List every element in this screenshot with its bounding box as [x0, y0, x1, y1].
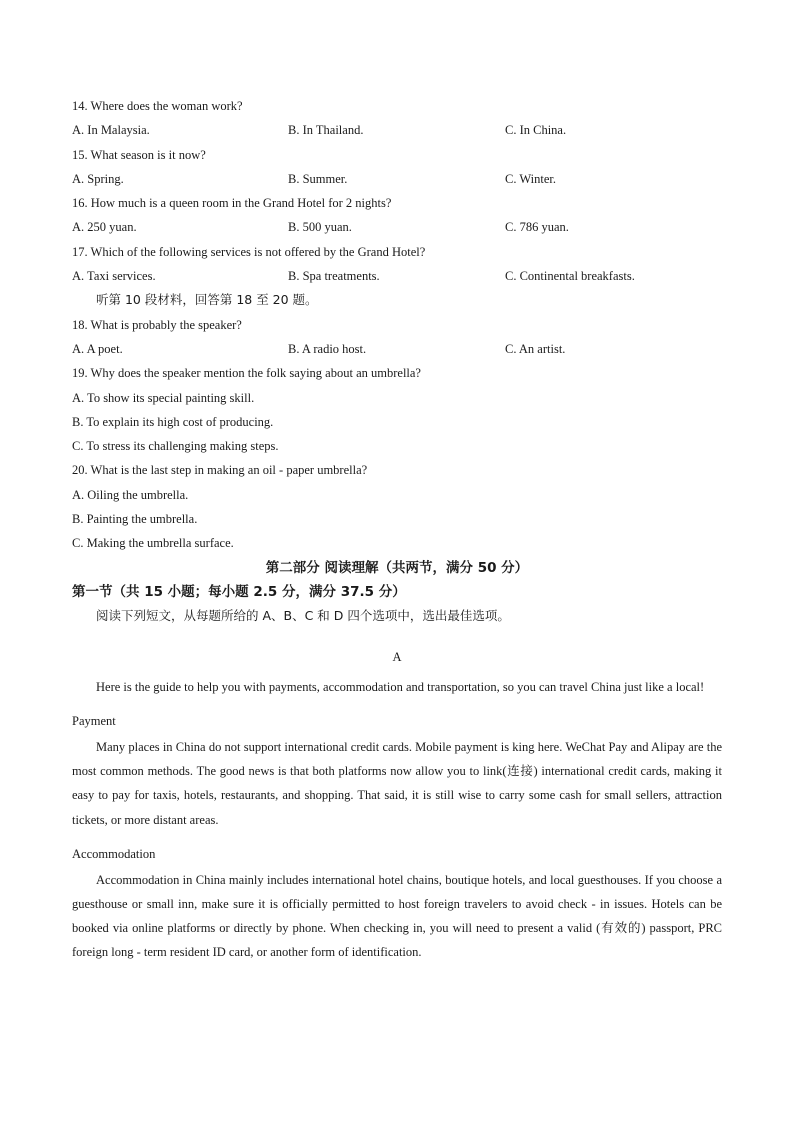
option-a: A. Oiling the umbrella.: [72, 487, 189, 502]
exam-page: [72, 94, 722, 965]
option-c: C. To stress its challenging making steps.: [72, 439, 279, 454]
question-20: 20. What is the last step in making an oil - paper umbrella?: [72, 463, 368, 478]
options-17: [72, 264, 722, 288]
payment-paragraph: Many places in China do not support international credit cards. Mobile payment is king here. WeChat Pay and Alipay are the most common methods. The good news is that both platforms now allow you to link(连接) international credit cards, making it easy to pay for taxis, hotels, restaurants, and shopping. That said, it is still wise to carry some cash for small sellers, attraction tickets, or more distant areas.: [72, 740, 722, 827]
options-18: [72, 337, 722, 361]
option-a: A. Taxi services.: [72, 269, 156, 284]
accommodation-heading: Accommodation: [72, 846, 156, 861]
passage-label: A: [392, 649, 402, 664]
question-18: 18. What is probably the speaker?: [72, 317, 242, 332]
option-c: C. An artist.: [505, 341, 566, 356]
question-19: 19. Why does the speaker mention the folk saying about an umbrella?: [72, 366, 421, 381]
question-16: 16. How much is a queen room in the Grand Hotel for 2 nights?: [72, 196, 392, 211]
question-14: 14. Where does the woman work?: [72, 99, 243, 113]
question-15: 15. What season is it now?: [72, 147, 206, 162]
option-c: C. 786 yuan.: [505, 220, 569, 235]
option-c: C. Continental breakfasts.: [505, 269, 635, 284]
options-15: [72, 167, 722, 191]
passage-intro: Here is the guide to help you with payments, accommodation and transportation, so you can travel China just like a local!: [96, 679, 705, 694]
option-b: B. To explain its high cost of producing.: [72, 414, 274, 429]
option-c: C. Making the umbrella surface.: [72, 536, 234, 551]
option-b: B. In Thailand.: [288, 123, 364, 138]
options-14: [72, 118, 722, 142]
option-b: B. Painting the umbrella.: [72, 512, 198, 527]
option-b: B. A radio host.: [288, 341, 367, 356]
option-b: B. Spa treatments.: [288, 269, 380, 284]
question-17: 17. Which of the following services is not offered by the Grand Hotel?: [72, 244, 426, 259]
accommodation-paragraph: Accommodation in China mainly includes international hotel chains, boutique hotels, and local guesthouses. If you choose a guesthouse or small inn, make sure it is officially permitted to host foreign travelers to avoid check - in issues. Hotels can be booked via online platforms or directly by phone. When checking in, you will need to present a valid (有效的) passport, PRC foreign long - term resident ID card, or another form of identification.: [72, 872, 722, 960]
section-1-title: 第一节（共 15 小题；每小题 2.5 分，满分 37.5 分）: [72, 583, 406, 600]
options-16: [72, 215, 722, 239]
option-a: A. Spring.: [72, 171, 124, 186]
option-a: A. 250 yuan.: [72, 220, 137, 235]
option-a: A. A poet.: [72, 341, 123, 356]
option-b: B. Summer.: [288, 171, 348, 186]
option-a: A. In Malaysia.: [72, 123, 150, 138]
section-1-instruction: 阅读下列短文，从每题所给的 A、B、C 和 D 四个选项中，选出最佳选项。: [96, 608, 510, 624]
section-10-instruction: 听第 10 段材料，回答第 18 至 20 题。: [96, 292, 318, 308]
option-c: C. Winter.: [505, 171, 557, 186]
option-a: A. To show its special painting skill.: [72, 390, 255, 405]
payment-heading: Payment: [72, 714, 116, 729]
option-c: C. In China.: [505, 123, 567, 138]
part-2-title: 第二部分 阅读理解（共两节，满分 50 分）: [265, 559, 529, 576]
option-b: B. 500 yuan.: [288, 220, 352, 235]
